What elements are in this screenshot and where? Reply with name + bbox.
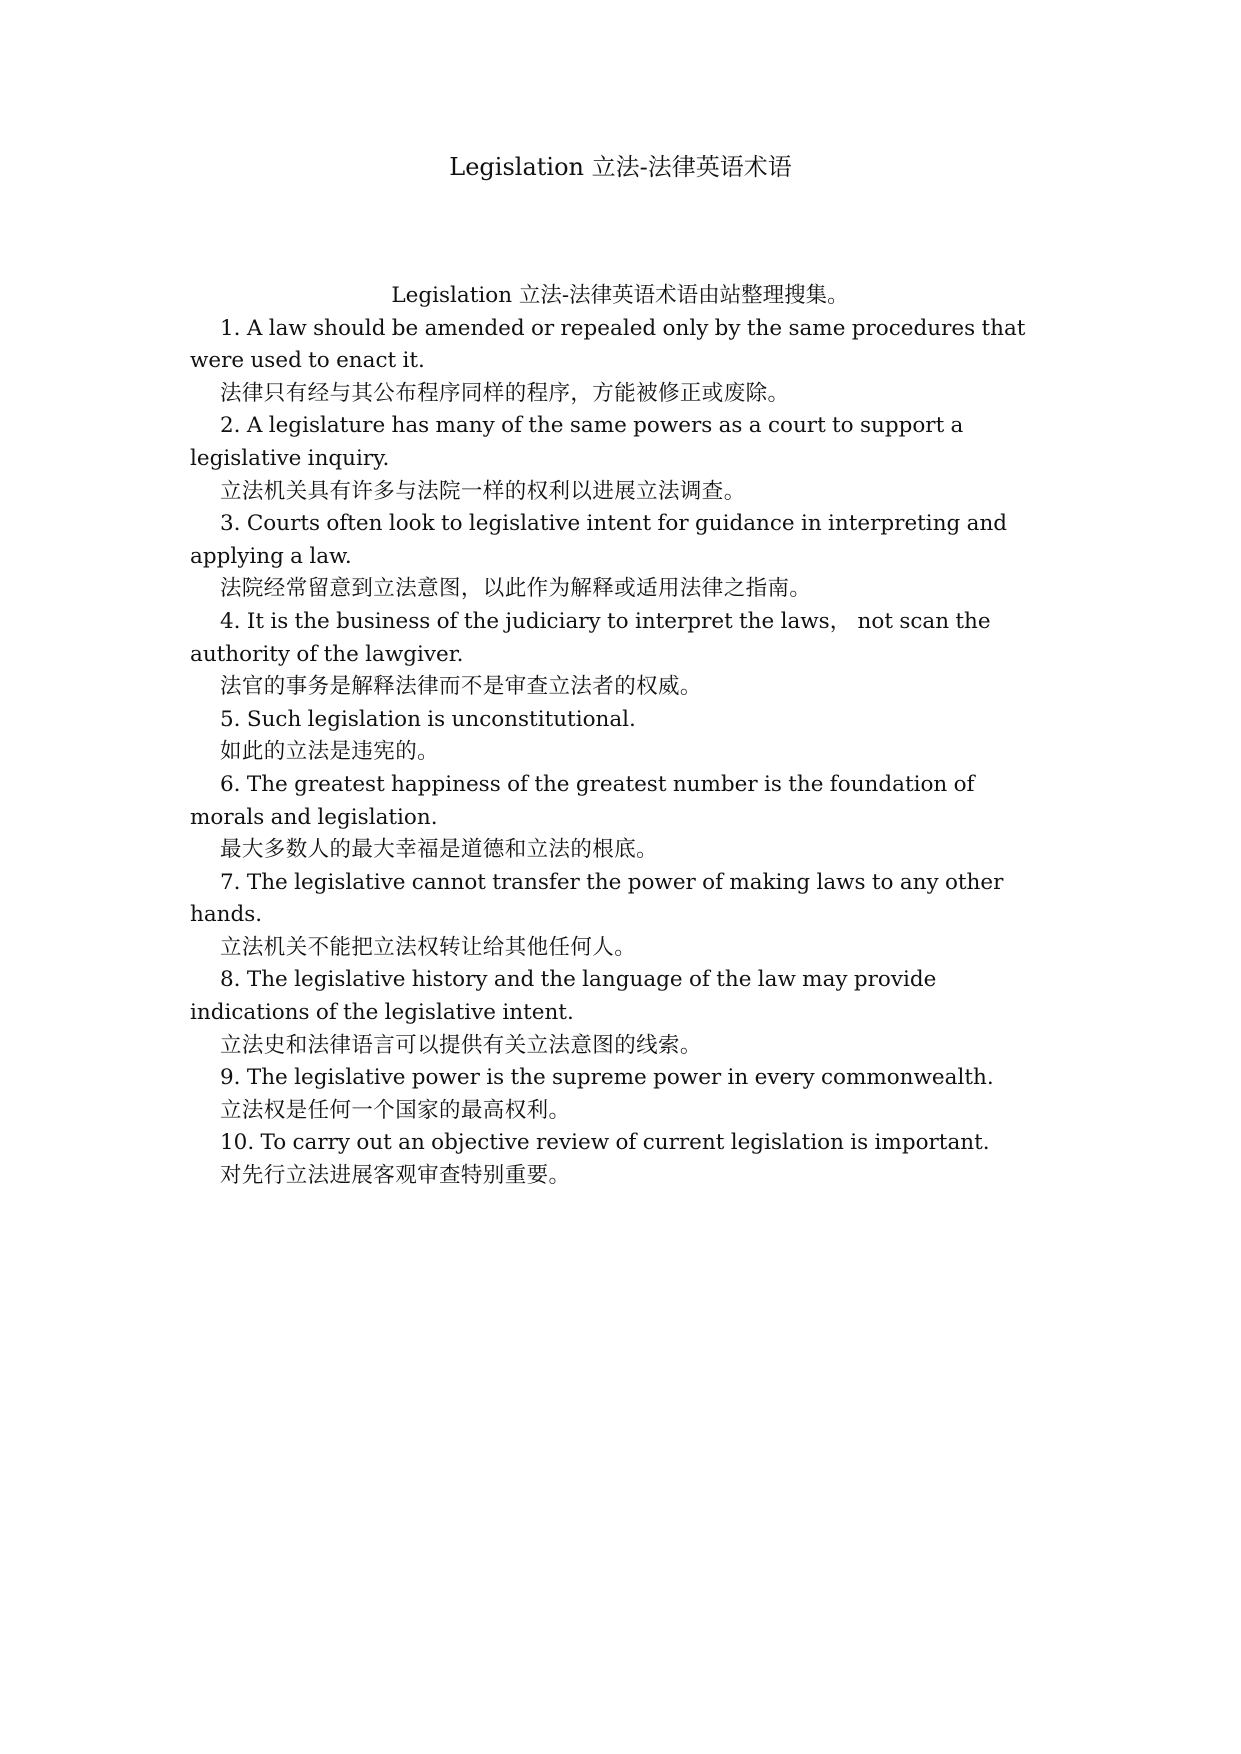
list-item bbox=[190, 410, 1050, 508]
chinese-translation: 立法机关不能把立法权转让给其他任何人。 bbox=[220, 934, 637, 960]
chinese-translation: 立法权是任何一个国家的最高权利。 bbox=[220, 1097, 571, 1123]
list-item bbox=[190, 1127, 1050, 1192]
list-item bbox=[190, 606, 1050, 704]
english-sentence: 10. To carry out an objective review of current legislation is important. bbox=[220, 1130, 990, 1156]
english-sentence: 4. It is the business of the judiciary to interpret the laws， not scan the authority of the lawgiver. bbox=[190, 608, 991, 667]
list-item bbox=[190, 313, 1050, 411]
page-title: Legislation 立法-法律英语术语 bbox=[449, 153, 792, 181]
english-sentence: 3. Courts often look to legislative intent for guidance in interpreting and applying a law. bbox=[190, 511, 1008, 569]
chinese-translation: 法官的事务是解释法律而不是审查立法者的权威。 bbox=[220, 674, 702, 700]
english-sentence: 6. The greatest happiness of the greatest number is the foundation of morals and legislation. bbox=[190, 771, 975, 830]
chinese-translation: 立法机关具有许多与法院一样的权利以进展立法调查。 bbox=[220, 478, 746, 504]
list-item bbox=[190, 508, 1050, 606]
english-sentence: 8. The legislative history and the language of the law may provide indications of the legislative intent. bbox=[190, 967, 937, 1026]
chinese-translation: 如此的立法是违宪的。 bbox=[220, 739, 440, 765]
document-subtitle: Legislation 立法-法律英语术语由站整理搜集。 bbox=[391, 283, 849, 308]
english-sentence: 1. A law should be amended or repealed only by the same procedures that were used to enact it. bbox=[190, 315, 1026, 374]
english-sentence: 9. The legislative power is the supreme power in every commonwealth. bbox=[220, 1065, 994, 1091]
list-item bbox=[190, 769, 1050, 867]
document-body bbox=[190, 280, 1050, 1193]
list-item bbox=[190, 1062, 1050, 1127]
chinese-translation: 对先行立法进展客观审查特别重要。 bbox=[220, 1163, 571, 1189]
english-sentence: 7. The legislative cannot transfer the power of making laws to any other hands. bbox=[190, 869, 1004, 928]
chinese-translation: 最大多数人的最大幸福是道德和立法的根底。 bbox=[220, 837, 659, 863]
list-item bbox=[190, 704, 1050, 769]
chinese-translation: 法院经常留意到立法意图，以此作为解释或适用法律之指南。 bbox=[220, 576, 812, 602]
list-item bbox=[190, 867, 1050, 965]
chinese-translation: 法律只有经与其公布程序同样的程序，方能被修正或废除。 bbox=[220, 380, 790, 406]
english-sentence: 2. A legislature has many of the same powers as a court to support a legislative inquiry. bbox=[190, 413, 964, 471]
chinese-translation: 立法史和法律语言可以提供有关立法意图的线索。 bbox=[220, 1032, 702, 1058]
english-sentence: 5. Such legislation is unconstitutional. bbox=[220, 706, 636, 732]
list-item bbox=[190, 964, 1050, 1062]
